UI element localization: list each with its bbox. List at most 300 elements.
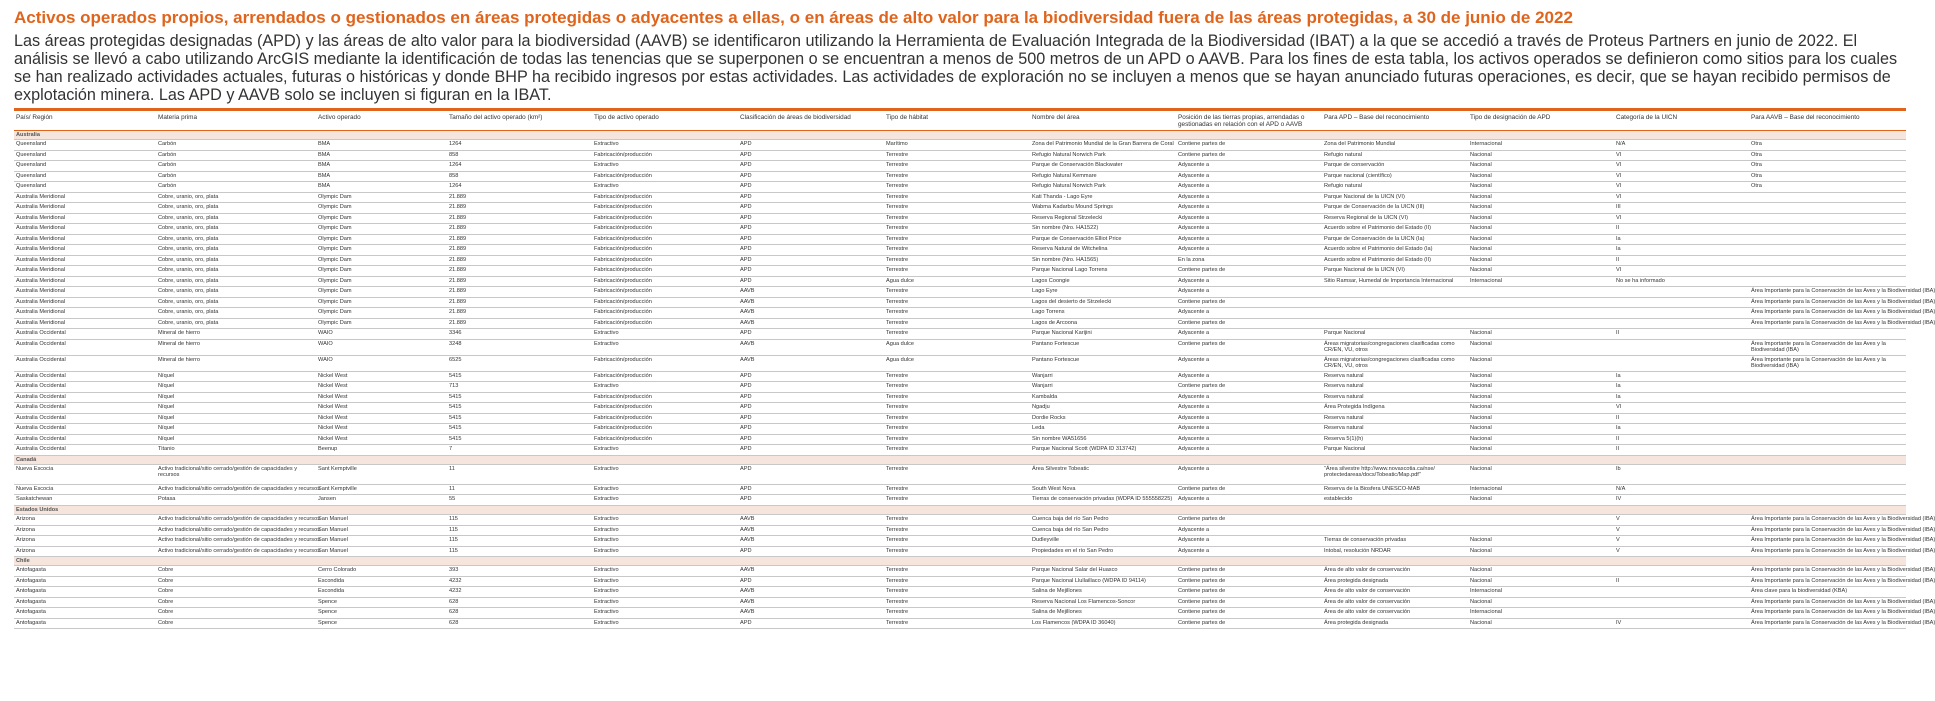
- table-cell: Parque Nacional: [1322, 445, 1468, 456]
- table-cell: Adyacente a: [1176, 192, 1322, 203]
- table-cell: Adyacente a: [1176, 182, 1322, 193]
- table-cell: Extractivo: [592, 576, 738, 587]
- table-cell: Terrestre: [884, 566, 1030, 577]
- table-cell: Extractivo: [592, 464, 738, 484]
- table-cell: [1322, 318, 1468, 329]
- table-cell: Otra: [1749, 182, 1906, 193]
- table-cell: Kambalda: [1030, 392, 1176, 403]
- table-row: [14, 234, 1906, 245]
- table-row: [14, 192, 1906, 203]
- table-cell: Carbón: [156, 150, 316, 161]
- table-cell: Arizona: [14, 525, 156, 536]
- table-cell: Área Importante para la Conservación de las Aves y la Biodiversidad (IBA): [1749, 308, 1906, 319]
- table-cell: Cerro Colorado: [316, 566, 447, 577]
- table-cell: Fabricación/producción: [592, 171, 738, 182]
- table-cell: APD: [738, 140, 884, 151]
- table-cell: Dordie Rocks: [1030, 413, 1176, 424]
- table-cell: Nacional: [1468, 213, 1614, 224]
- table-cell: Lagos Coongie: [1030, 276, 1176, 287]
- table-cell: Terrestre: [884, 445, 1030, 456]
- table-cell: Terrestre: [884, 424, 1030, 435]
- table-cell: Australia Occidental: [14, 329, 156, 340]
- table-cell: Nacional: [1468, 255, 1614, 266]
- table-cell: Parque Nacional Llullaillaco (WDPA ID 94114): [1030, 576, 1176, 587]
- table-row: [14, 525, 1906, 536]
- column-header: Posición de las tierras propias, arrendadas o gestionadas en relación con el APD o AAVB: [1176, 113, 1322, 131]
- table-cell: Contiene partes de: [1176, 150, 1322, 161]
- table-cell: Refugio natural: [1322, 182, 1468, 193]
- table-cell: Carbón: [156, 140, 316, 151]
- table-cell: Australia Meridional: [14, 297, 156, 308]
- table-cell: APD: [738, 203, 884, 214]
- table-row: [14, 308, 1906, 319]
- table-row: [14, 392, 1906, 403]
- table-cell: Activo tradicional/sitio cerrado/gestión de capacidades y recursos: [156, 515, 316, 526]
- table-cell: VI: [1614, 182, 1749, 193]
- table-cell: Nickel West: [316, 371, 447, 382]
- table-cell: San Manuel: [316, 536, 447, 547]
- table-cell: Australia Meridional: [14, 203, 156, 214]
- table-cell: 55: [447, 495, 592, 506]
- table-cell: Área Importante para la Conservación de las Aves y la Biodiversidad (IBA): [1749, 546, 1906, 557]
- table-cell: Extractivo: [592, 495, 738, 506]
- table-cell: Olympic Dam: [316, 266, 447, 277]
- table-cell: Antofagasta: [14, 597, 156, 608]
- table-cell: Nacional: [1468, 182, 1614, 193]
- table-cell: Parque de Conservación Elliot Price: [1030, 234, 1176, 245]
- table-cell: Cobre, uranio, oro, plata: [156, 234, 316, 245]
- table-cell: AAVB: [738, 536, 884, 547]
- table-cell: Lagos del desierto de Strzelecki: [1030, 297, 1176, 308]
- table-cell: 1264: [447, 182, 592, 193]
- table-cell: Nacional: [1468, 434, 1614, 445]
- table-cell: 858: [447, 171, 592, 182]
- table-cell: Contiene partes de: [1176, 140, 1322, 151]
- table-cell: Fabricación/producción: [592, 276, 738, 287]
- table-cell: Adyacente a: [1176, 161, 1322, 172]
- table-row: [14, 371, 1906, 382]
- table-cell: Adyacente a: [1176, 203, 1322, 214]
- table-cell: Extractivo: [592, 140, 738, 151]
- table-cell: APD: [738, 403, 884, 414]
- table-row: [14, 484, 1906, 495]
- table-cell: Extractivo: [592, 445, 738, 456]
- table-cell: II: [1614, 224, 1749, 235]
- table-cell: Cobre: [156, 576, 316, 587]
- table-cell: Otra: [1749, 171, 1906, 182]
- table-cell: Refugio Natural Norwich Park: [1030, 150, 1176, 161]
- table-row: [14, 403, 1906, 414]
- table-cell: Fabricación/producción: [592, 150, 738, 161]
- table-cell: Contiene partes de: [1176, 484, 1322, 495]
- table-cell: Adyacente a: [1176, 224, 1322, 235]
- table-row: [14, 266, 1906, 277]
- table-cell: Internacional: [1468, 140, 1614, 151]
- table-cell: Fabricación/producción: [592, 255, 738, 266]
- table-cell: 115: [447, 525, 592, 536]
- table-cell: 21.889: [447, 245, 592, 256]
- table-cell: Nacional: [1468, 445, 1614, 456]
- table-cell: [1749, 424, 1906, 435]
- table-cell: South West Nova: [1030, 484, 1176, 495]
- table-cell: Ia: [1614, 392, 1749, 403]
- table-cell: Activo tradicional/sitio cerrado/gestión de capacidades y recursos: [156, 546, 316, 557]
- table-cell: Intobal, resolución NRDAR: [1322, 546, 1468, 557]
- table-cell: Terrestre: [884, 618, 1030, 629]
- table-cell: III: [1614, 203, 1749, 214]
- table-cell: Propiedades en el río San Pedro: [1030, 546, 1176, 557]
- table-cell: Reserva de la Biosfera UNESCO-MAB: [1322, 484, 1468, 495]
- table-cell: Contiene partes de: [1176, 382, 1322, 393]
- table-cell: Terrestre: [884, 161, 1030, 172]
- table-cell: Área Importante para la Conservación de las Aves y la Biodiversidad (IBA): [1749, 608, 1906, 619]
- table-cell: 6525: [447, 355, 592, 371]
- section-label: Chile: [14, 557, 1906, 566]
- table-cell: 21.889: [447, 234, 592, 245]
- table-cell: Extractivo: [592, 618, 738, 629]
- table-row: [14, 161, 1906, 172]
- table-cell: Área Silvestre Tobeatic: [1030, 464, 1176, 484]
- table-cell: Reserva Nacional Los Flamencos-Soncor: [1030, 597, 1176, 608]
- table-cell: Tierras de conservación privadas (WDPA ID 555558225): [1030, 495, 1176, 506]
- table-cell: Adyacente a: [1176, 355, 1322, 371]
- table-cell: V: [1614, 536, 1749, 547]
- table-cell: Extractivo: [592, 608, 738, 619]
- table-cell: En la zona: [1176, 255, 1322, 266]
- table-cell: Contiene partes de: [1176, 618, 1322, 629]
- table-cell: Fabricación/producción: [592, 403, 738, 414]
- table-cell: Australia Occidental: [14, 392, 156, 403]
- table-cell: Cobre, uranio, oro, plata: [156, 287, 316, 298]
- table-cell: [1322, 525, 1468, 536]
- table-row: [14, 445, 1906, 456]
- table-cell: [1749, 434, 1906, 445]
- table-cell: [1749, 255, 1906, 266]
- table-cell: Agua dulce: [884, 355, 1030, 371]
- table-cell: Ngadju: [1030, 403, 1176, 414]
- table-cell: IV: [1614, 618, 1749, 629]
- table-cell: Nacional: [1468, 355, 1614, 371]
- table-cell: 21.889: [447, 255, 592, 266]
- table-cell: Níquel: [156, 392, 316, 403]
- table-cell: Australia Meridional: [14, 245, 156, 256]
- table-cell: APD: [738, 546, 884, 557]
- table-cell: AAVB: [738, 339, 884, 355]
- table-cell: Extractivo: [592, 546, 738, 557]
- column-header: Tamaño del activo operado (km²): [447, 113, 592, 131]
- table-cell: Nacional: [1468, 371, 1614, 382]
- table-cell: Ia: [1614, 245, 1749, 256]
- table-cell: [1749, 371, 1906, 382]
- table-cell: Terrestre: [884, 536, 1030, 547]
- table-cell: [1614, 608, 1749, 619]
- column-header: Tipo de hábitat: [884, 113, 1030, 131]
- table-cell: Cobre, uranio, oro, plata: [156, 192, 316, 203]
- table-cell: Kati Thanda - Lago Eyre: [1030, 192, 1176, 203]
- table-cell: Arizona: [14, 546, 156, 557]
- table-cell: San Manuel: [316, 515, 447, 526]
- column-header: Clasificación de áreas de biodiversidad: [738, 113, 884, 131]
- table-cell: Escondida: [316, 576, 447, 587]
- table-row: [14, 413, 1906, 424]
- table-cell: [1614, 339, 1749, 355]
- table-cell: Sant Kemptville: [316, 484, 447, 495]
- column-header: Materia prima: [156, 113, 316, 131]
- table-cell: Fabricación/producción: [592, 203, 738, 214]
- table-cell: Titanio: [156, 445, 316, 456]
- table-cell: establecido: [1322, 495, 1468, 506]
- table-body: [14, 131, 1935, 629]
- table-row: [14, 355, 1906, 371]
- table-cell: Adyacente a: [1176, 434, 1322, 445]
- table-row: [14, 318, 1906, 329]
- table-header: [14, 113, 1906, 131]
- table-cell: Níquel: [156, 403, 316, 414]
- table-cell: Terrestre: [884, 608, 1030, 619]
- table-cell: 713: [447, 382, 592, 393]
- table-cell: Cobre: [156, 587, 316, 598]
- table-cell: [1749, 329, 1906, 340]
- table-cell: Tierras de conservación privadas: [1322, 536, 1468, 547]
- table-cell: 5415: [447, 392, 592, 403]
- table-cell: Cobre: [156, 597, 316, 608]
- table-cell: Australia Occidental: [14, 413, 156, 424]
- table-cell: Olympic Dam: [316, 192, 447, 203]
- table-cell: Contiene partes de: [1176, 266, 1322, 277]
- table-cell: AAVB: [738, 355, 884, 371]
- table-cell: Spence: [316, 608, 447, 619]
- table-cell: Fabricación/producción: [592, 308, 738, 319]
- table-cell: Extractivo: [592, 566, 738, 577]
- table-cell: Nacional: [1468, 150, 1614, 161]
- table-cell: Australia Occidental: [14, 355, 156, 371]
- table-cell: Adyacente a: [1176, 536, 1322, 547]
- table-cell: Activo tradicional/sitio cerrado/gestión de capacidades y recursos: [156, 464, 316, 484]
- table-cell: Australia Meridional: [14, 266, 156, 277]
- table-cell: Salina de Mejillones: [1030, 608, 1176, 619]
- table-cell: Extractivo: [592, 597, 738, 608]
- table-cell: Extractivo: [592, 484, 738, 495]
- table-cell: Fabricación/producción: [592, 192, 738, 203]
- table-cell: Olympic Dam: [316, 245, 447, 256]
- table-cell: Nacional: [1468, 266, 1614, 277]
- table-cell: Potasa: [156, 495, 316, 506]
- table-row: [14, 587, 1906, 598]
- table-cell: [1468, 525, 1614, 536]
- table-cell: 21.889: [447, 213, 592, 224]
- table-cell: Adyacente a: [1176, 546, 1322, 557]
- table-cell: [1614, 318, 1749, 329]
- table-cell: Adyacente a: [1176, 392, 1322, 403]
- table-row: [14, 297, 1906, 308]
- table-cell: [1749, 464, 1906, 484]
- column-header: Activo operado: [316, 113, 447, 131]
- table-cell: [1614, 297, 1749, 308]
- table-cell: AAVB: [738, 318, 884, 329]
- table-cell: Beenup: [316, 445, 447, 456]
- table-cell: Nacional: [1468, 576, 1614, 587]
- table-cell: APD: [738, 161, 884, 172]
- table-cell: [1614, 287, 1749, 298]
- table-cell: Carbón: [156, 171, 316, 182]
- table-cell: Área Importante para la Conservación de las Aves y la Biodiversidad (IBA): [1749, 536, 1906, 547]
- table-cell: Australia Occidental: [14, 403, 156, 414]
- table-cell: Saskatchewan: [14, 495, 156, 506]
- table-cell: [1749, 224, 1906, 235]
- table-cell: [1749, 392, 1906, 403]
- table-cell: Lagos de Arcoona: [1030, 318, 1176, 329]
- table-cell: Adyacente a: [1176, 424, 1322, 435]
- table-cell: AAVB: [738, 587, 884, 598]
- table-cell: APD: [738, 392, 884, 403]
- table-cell: Cuenca baja del río San Pedro: [1030, 525, 1176, 536]
- table-cell: Terrestre: [884, 515, 1030, 526]
- table-cell: Fabricación/producción: [592, 245, 738, 256]
- table-cell: Nacional: [1468, 329, 1614, 340]
- table-cell: [1614, 566, 1749, 577]
- table-cell: Otra: [1749, 161, 1906, 172]
- table-cell: Adyacente a: [1176, 287, 1322, 298]
- table-cell: Olympic Dam: [316, 224, 447, 235]
- table-cell: Nueva Escocia: [14, 464, 156, 484]
- table-cell: APD: [738, 266, 884, 277]
- table-cell: Terrestre: [884, 382, 1030, 393]
- table-cell: Internacional: [1468, 587, 1614, 598]
- table-cell: 21.889: [447, 203, 592, 214]
- table-cell: Olympic Dam: [316, 318, 447, 329]
- table-cell: San Manuel: [316, 525, 447, 536]
- table-cell: Agua dulce: [884, 276, 1030, 287]
- table-cell: Extractivo: [592, 329, 738, 340]
- table-cell: 7: [447, 445, 592, 456]
- table-cell: Carbón: [156, 161, 316, 172]
- table-cell: Australia Occidental: [14, 339, 156, 355]
- table-cell: Mineral de hierro: [156, 329, 316, 340]
- table-cell: VI: [1614, 171, 1749, 182]
- table-cell: AAVB: [738, 525, 884, 536]
- table-cell: Fabricación/producción: [592, 434, 738, 445]
- table-cell: Extractivo: [592, 382, 738, 393]
- column-header: Categoría de la UICN: [1614, 113, 1749, 131]
- table-cell: VI: [1614, 192, 1749, 203]
- table-row: [14, 608, 1906, 619]
- section-row: [14, 505, 1906, 514]
- table-cell: AAVB: [738, 597, 884, 608]
- table-cell: Terrestre: [884, 403, 1030, 414]
- table-cell: Cuenca baja del río San Pedro: [1030, 515, 1176, 526]
- table-cell: Áreas migratorias/congregaciones clasificadas como CR/EN, VU, otros: [1322, 339, 1468, 355]
- title-rule: [14, 108, 1906, 111]
- table-cell: Nacional: [1468, 546, 1614, 557]
- assets-table: [14, 113, 1935, 629]
- table-row: [14, 276, 1906, 287]
- table-cell: Área Importante para la Conservación de las Aves y la Biodiversidad (IBA): [1749, 576, 1906, 587]
- table-cell: APD: [738, 382, 884, 393]
- table-cell: Olympic Dam: [316, 203, 447, 214]
- table-cell: AAVB: [738, 608, 884, 619]
- table-cell: Jansen: [316, 495, 447, 506]
- table-cell: Área Importante para la Conservación de las Aves y la Biodiversidad (IBA): [1749, 287, 1906, 298]
- table-cell: Australia Meridional: [14, 255, 156, 266]
- table-cell: Australia Meridional: [14, 287, 156, 298]
- table-cell: [1614, 587, 1749, 598]
- table-cell: Parque Nacional Karijini: [1030, 329, 1176, 340]
- table-cell: 5415: [447, 434, 592, 445]
- table-cell: Nacional: [1468, 424, 1614, 435]
- table-row: [14, 255, 1906, 266]
- table-cell: Cobre, uranio, oro, plata: [156, 266, 316, 277]
- table-cell: II: [1614, 329, 1749, 340]
- table-cell: Área protegida designada: [1322, 618, 1468, 629]
- table-cell: Australia Meridional: [14, 192, 156, 203]
- table-cell: Nacional: [1468, 392, 1614, 403]
- table-cell: 1264: [447, 161, 592, 172]
- table-cell: Parque Nacional de la UICN (VI): [1322, 266, 1468, 277]
- table-cell: [1614, 308, 1749, 319]
- table-cell: BMA: [316, 140, 447, 151]
- table-cell: APD: [738, 255, 884, 266]
- table-cell: Australia Meridional: [14, 224, 156, 235]
- table-cell: Marítimo: [884, 140, 1030, 151]
- table-cell: Fabricación/producción: [592, 392, 738, 403]
- table-cell: Adyacente a: [1176, 234, 1322, 245]
- table-cell: Olympic Dam: [316, 213, 447, 224]
- intro-paragraph: Las áreas protegidas designadas (APD) y las áreas de alto valor para la biodiversidad (AAVB) se identificaron utilizando la Herramienta de Evaluación Integrada de la Biodiversidad (IBAT) a la que se accedió a través de Proteus Partners en junio de 2022. El análisis se llevó a cabo utilizando ArcGIS mediante la identificación de todas las tenencias que se superponen o se encuentran a menos de 500 metros de un APD o AAVB. Para los fines de esta tabla, los activos operados se definieron como sitios para los cuales se han realizado actividades actuales, futuras o históricas y donde BHP ha recibido ingresos por estas actividades. Las actividades de exploración no se incluyen a menos que se hayan anunciado futuras operaciones, es decir, que se hayan recibido permisos de explotación minera. Las APD y AAVB solo se incluyen si figuran en la IBAT.: [14, 32, 1898, 104]
- table-cell: Parque Nacional Salar del Huasco: [1030, 566, 1176, 577]
- table-row: [14, 576, 1906, 587]
- table-cell: Terrestre: [884, 546, 1030, 557]
- table-cell: Área Importante para la Conservación de las Aves y la Biodiversidad (IBA): [1749, 339, 1906, 355]
- table-cell: Nacional: [1468, 413, 1614, 424]
- table-cell: Terrestre: [884, 245, 1030, 256]
- table-cell: II: [1614, 434, 1749, 445]
- table-cell: Agua dulce: [884, 339, 1030, 355]
- table-cell: Fabricación/producción: [592, 424, 738, 435]
- table-cell: Ia: [1614, 234, 1749, 245]
- table-cell: Sin nombre WA51656: [1030, 434, 1176, 445]
- table-cell: Área clave para la biodiversidad (KBA): [1749, 587, 1906, 598]
- table-cell: APD: [738, 464, 884, 484]
- table-cell: Terrestre: [884, 597, 1030, 608]
- table-cell: [1614, 597, 1749, 608]
- table-cell: Área de alto valor de conservación: [1322, 608, 1468, 619]
- table-cell: Nacional: [1468, 234, 1614, 245]
- table-cell: Activo tradicional/sitio cerrado/gestión de capacidades y recursos: [156, 484, 316, 495]
- table-cell: [1322, 297, 1468, 308]
- table-cell: Sin nombre (Nro. HA1565): [1030, 255, 1176, 266]
- table-cell: 5415: [447, 424, 592, 435]
- table-cell: Antofagasta: [14, 566, 156, 577]
- table-cell: Reserva natural: [1322, 413, 1468, 424]
- table-cell: Antofagasta: [14, 608, 156, 619]
- table-cell: Nueva Escocia: [14, 484, 156, 495]
- table-cell: Australia Occidental: [14, 434, 156, 445]
- table-cell: Terrestre: [884, 392, 1030, 403]
- table-cell: Cobre, uranio, oro, plata: [156, 213, 316, 224]
- table-cell: 21.889: [447, 308, 592, 319]
- table-cell: Área de alto valor de conservación: [1322, 587, 1468, 598]
- column-header: País/ Región: [14, 113, 156, 131]
- table-cell: Terrestre: [884, 255, 1030, 266]
- table-row: [14, 203, 1906, 214]
- table-cell: Fabricación/producción: [592, 413, 738, 424]
- table-cell: Antofagasta: [14, 618, 156, 629]
- table-cell: Queensland: [14, 161, 156, 172]
- table-cell: Australia Occidental: [14, 424, 156, 435]
- table-cell: APD: [738, 182, 884, 193]
- table-cell: Nacional: [1468, 536, 1614, 547]
- table-cell: Internacional: [1468, 484, 1614, 495]
